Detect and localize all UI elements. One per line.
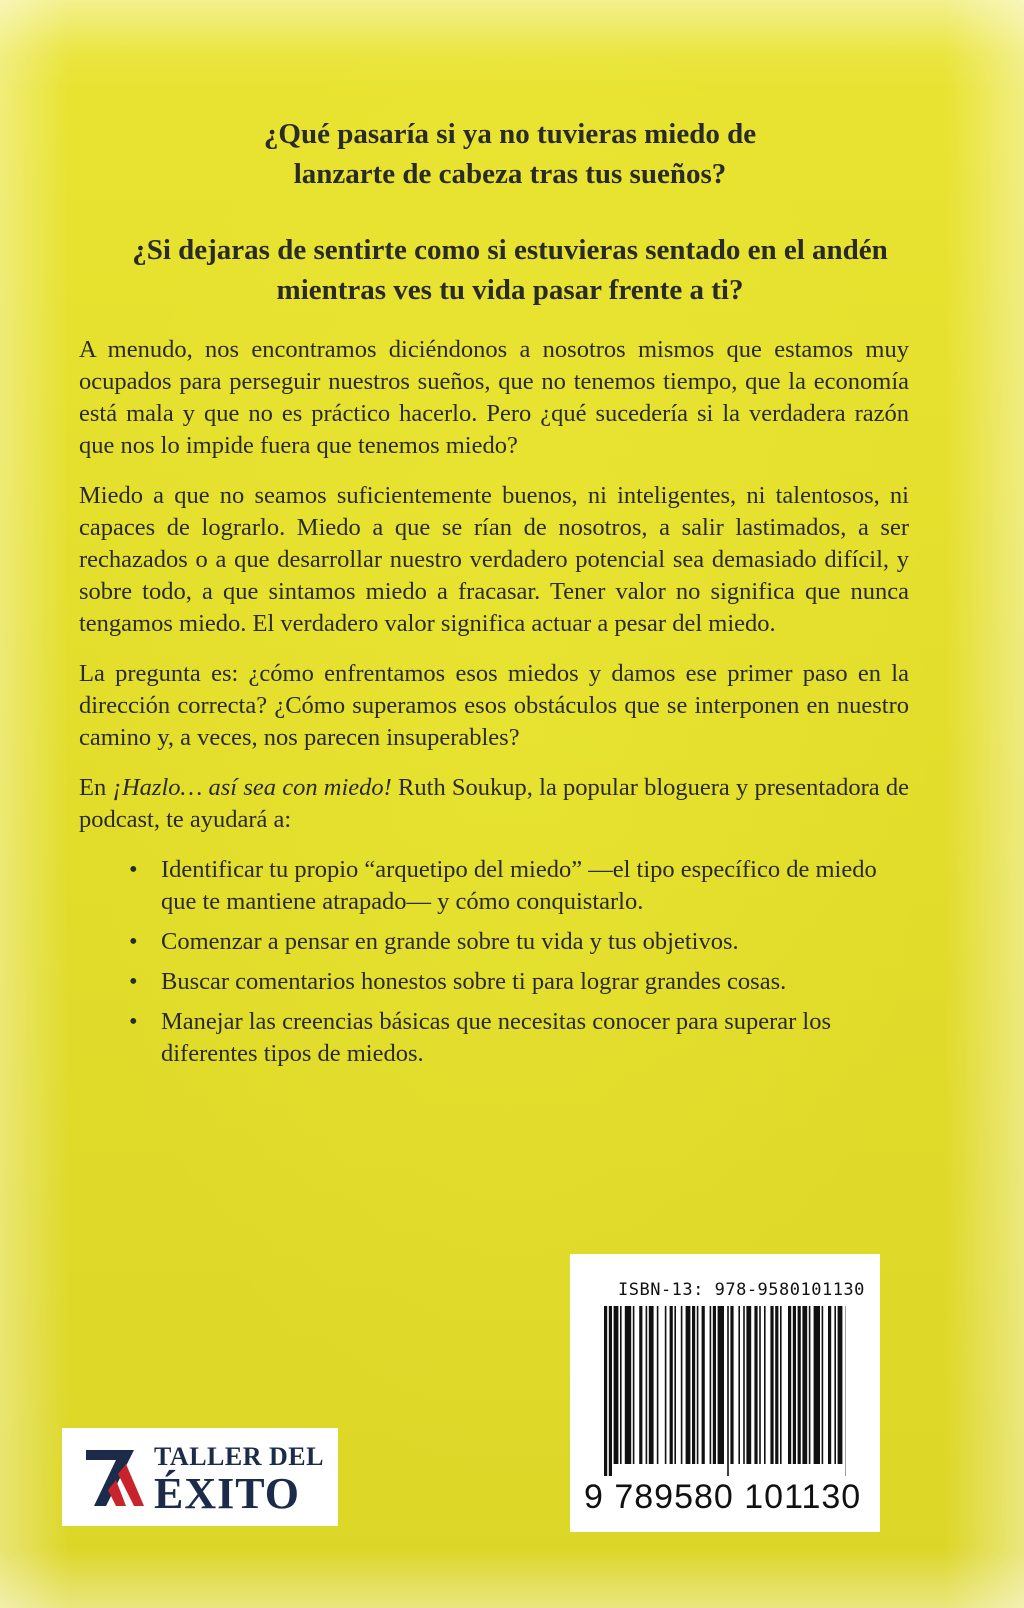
headline-question-1-line-2: lanzarte de cabeza tras tus sueños? bbox=[293, 158, 727, 190]
barcode-bar bbox=[738, 1306, 740, 1464]
bullet-icon: • bbox=[129, 968, 138, 995]
blurb-paragraph-4 bbox=[79, 772, 909, 836]
barcode-bar bbox=[657, 1306, 659, 1464]
list-item bbox=[79, 966, 909, 998]
blurb-paragraph-1: A menudo, nos encontramos diciéndonos a nosotros mismos que estamos muy ocupados para perseguir nuestros sueños, que no tenemos tiempo, que la economía está mala y que no es práctico hacerlo. Pero ¿qué sucedería si la verdadera razón que nos lo impide fuera que tenemos miedo? bbox=[79, 336, 909, 459]
barcode-bar bbox=[798, 1306, 801, 1464]
barcode-bar bbox=[743, 1306, 745, 1464]
bullet-icon: • bbox=[129, 928, 138, 955]
barcode-bar bbox=[718, 1306, 724, 1464]
barcode-bar bbox=[649, 1306, 654, 1464]
barcode-bar bbox=[834, 1306, 836, 1464]
barcode-bar bbox=[780, 1306, 782, 1464]
headline-question-2-line-2: mientras ves tu vida pasar frente a ti? bbox=[276, 274, 744, 306]
blurb-paragraph-3: La pregunta es: ¿cómo enfrentamos esos miedos y damos ese primer paso en la dirección correcta? ¿Cómo superamos esos obstáculos que se interponen en nuestro camino y, a veces, nos parecen insuperables? bbox=[79, 660, 909, 751]
barcode-bar bbox=[639, 1306, 642, 1464]
barcode-bar bbox=[759, 1306, 761, 1464]
barcode-bar bbox=[633, 1306, 635, 1464]
barcode-bar bbox=[713, 1306, 716, 1464]
headline-question-2-line-1: ¿Si dejaras de sentirte como si estuvieras sentado en el andén bbox=[132, 234, 888, 266]
plastic-wrap-sheen-bottom bbox=[0, 1548, 1024, 1608]
headline-question-1 bbox=[60, 114, 960, 194]
barcode-bar bbox=[775, 1306, 778, 1464]
isbn-label: ISBN-13: 978-9580101130 bbox=[618, 1280, 865, 1300]
bullet-icon: • bbox=[129, 856, 138, 883]
benefits-list bbox=[79, 854, 909, 1070]
barcode-bar bbox=[793, 1306, 796, 1464]
barcode-bar bbox=[665, 1306, 667, 1464]
headline-question-1-line-1: ¿Qué pasaría si ya no tuvieras miedo de bbox=[263, 118, 757, 150]
list-item bbox=[79, 1006, 909, 1070]
list-item-text: Buscar comentarios honestos sobre ti para lograr grandes cosas. bbox=[161, 968, 787, 995]
bullet-icon: • bbox=[129, 1008, 138, 1035]
barcode-bar bbox=[670, 1306, 673, 1464]
publisher-name-line-2: ÉXITO bbox=[154, 1469, 301, 1518]
blurb-paragraph-2: Miedo a que no seamos suficientemente buenos, ni inteligentes, ni talentosos, ni capaces de lograrlo. Miedo a que se rían de nosotros, a salir lastimados, a ser rechazados o a que desarrollar nuestro verdadero potencial sea demasiado difícil, y sobre todo, a que sintamos miedo a fracasar. Tener valor no significa que nunca tengamos miedo. El verdadero valor significa actuar a pesar del miedo. bbox=[79, 482, 909, 637]
list-item bbox=[79, 926, 909, 958]
blurb-paragraph-4-prefix: En bbox=[79, 774, 113, 801]
barcode-bar bbox=[822, 1306, 824, 1464]
barcode-bar bbox=[754, 1306, 757, 1464]
barcode-bar bbox=[809, 1306, 811, 1464]
list-item bbox=[79, 854, 909, 918]
barcode-bar bbox=[697, 1306, 699, 1464]
isbn-barcode-panel bbox=[570, 1254, 880, 1532]
list-item-text: Manejar las creencias básicas que necesitas conocer para superar los diferentes tipos de miedos. bbox=[161, 1008, 832, 1067]
barcode-bar bbox=[764, 1306, 766, 1464]
taller-del-exito-logo-icon bbox=[80, 1446, 150, 1510]
barcode-bar bbox=[614, 1306, 619, 1464]
barcode-bar bbox=[646, 1306, 648, 1464]
barcode-bar bbox=[727, 1306, 729, 1476]
barcode-bar bbox=[681, 1306, 683, 1464]
book-title-inline: ¡Hazlo… así sea con miedo! bbox=[112, 774, 392, 801]
blurb-body bbox=[79, 334, 909, 1078]
barcode-bar bbox=[686, 1306, 691, 1464]
publisher-logo bbox=[62, 1428, 338, 1526]
barcode-bar bbox=[770, 1306, 773, 1464]
barcode-bar bbox=[746, 1306, 751, 1464]
barcode-bar bbox=[788, 1306, 791, 1464]
list-item-text: Identificar tu propio “arquetipo del miedo” —el tipo específico de miedo que te mantiene atrapado— y cómo conquistarlo. bbox=[161, 856, 877, 915]
barcode-bar bbox=[620, 1306, 622, 1464]
headline-question-2 bbox=[60, 230, 960, 310]
barcode-bar bbox=[838, 1306, 843, 1464]
publisher-name-line-1: TALLER DEL bbox=[154, 1442, 324, 1471]
barcode-bar bbox=[625, 1306, 631, 1464]
barcode-bar bbox=[828, 1306, 831, 1464]
barcode-bar bbox=[674, 1306, 676, 1464]
barcode-bar bbox=[702, 1306, 705, 1464]
barcode-bar bbox=[802, 1306, 807, 1464]
list-item-text: Comenzar a pensar en grande sobre tu vida y tus objetivos. bbox=[161, 928, 739, 955]
barcode-bar bbox=[730, 1306, 733, 1464]
blurb-paragraph-4-suffix: Ruth Soukup, la popular bloguera y presentadora de podcast, te ayudará a: bbox=[79, 774, 909, 833]
barcode-bar bbox=[609, 1306, 612, 1476]
barcode-icon bbox=[604, 1306, 846, 1476]
barcode-digits: 9 789580 101130 bbox=[584, 1478, 862, 1516]
barcode-bar bbox=[814, 1306, 820, 1464]
barcode-bar bbox=[692, 1306, 695, 1464]
barcode-bar bbox=[604, 1306, 607, 1476]
barcode-bar bbox=[710, 1306, 712, 1464]
plastic-wrap-sheen-top bbox=[0, 0, 1024, 90]
